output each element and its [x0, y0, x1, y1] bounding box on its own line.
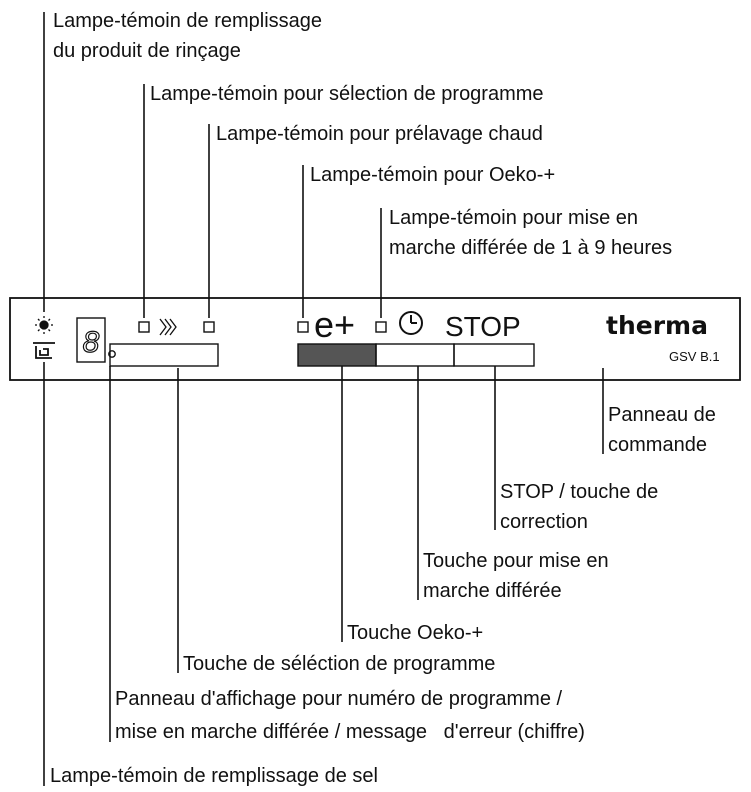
- sun-icon: [35, 316, 53, 334]
- label-program-selection-light: Lampe-témoin pour sélection de programme: [150, 83, 544, 105]
- program-selection-lamp: [139, 322, 149, 332]
- brand-logo: therma: [606, 311, 708, 340]
- double-chevron-icon: [160, 319, 176, 335]
- label-control-panel-2: commande: [608, 434, 707, 456]
- label-hot-prewash-light: Lampe-témoin pour prélavage chaud: [216, 123, 543, 145]
- label-program-key: Touche de séléction de programme: [183, 653, 496, 675]
- model-number: GSV B.1: [669, 349, 720, 364]
- label-oeko-key: Touche Oeko-+: [347, 622, 484, 644]
- stop-key: [454, 344, 534, 366]
- program-selection-key: [110, 344, 218, 366]
- label-oeko-light: Lampe-témoin pour Oeko-+: [310, 164, 556, 186]
- display-digit: 8: [82, 326, 100, 359]
- label-delay-light-1: Lampe-témoin pour mise en: [389, 207, 639, 229]
- label-rinse-aid-2: du produit de rinçage: [53, 40, 241, 62]
- clock-icon: [400, 312, 422, 334]
- delay-lamp: [376, 322, 386, 332]
- label-delay-key-1: Touche pour mise en: [423, 550, 609, 572]
- oeko-lamp: [298, 322, 308, 332]
- label-stop-key-2: correction: [500, 511, 588, 533]
- label-rinse-aid-1: Lampe-témoin de remplissage: [53, 10, 323, 32]
- label-control-panel-1: Panneau de: [608, 404, 716, 426]
- label-display-2: mise en marche différée / message d'erreur (chiffre): [115, 721, 585, 743]
- hot-prewash-lamp: [204, 322, 214, 332]
- label-delay-key-2: marche différée: [423, 580, 562, 602]
- label-stop-key-1: STOP / touche de: [500, 481, 659, 503]
- stop-text: STOP: [445, 311, 521, 342]
- label-delay-light-2: marche différée de 1 à 9 heures: [389, 237, 673, 259]
- label-salt-light: Lampe-témoin de remplissage de sel: [50, 765, 378, 787]
- eco-plus-symbol: e+: [314, 304, 356, 345]
- salt-icon: [33, 343, 55, 358]
- oeko-key: [298, 344, 376, 366]
- label-display-1: Panneau d'affichage pour numéro de programme /: [115, 688, 563, 710]
- delay-key: [376, 344, 454, 366]
